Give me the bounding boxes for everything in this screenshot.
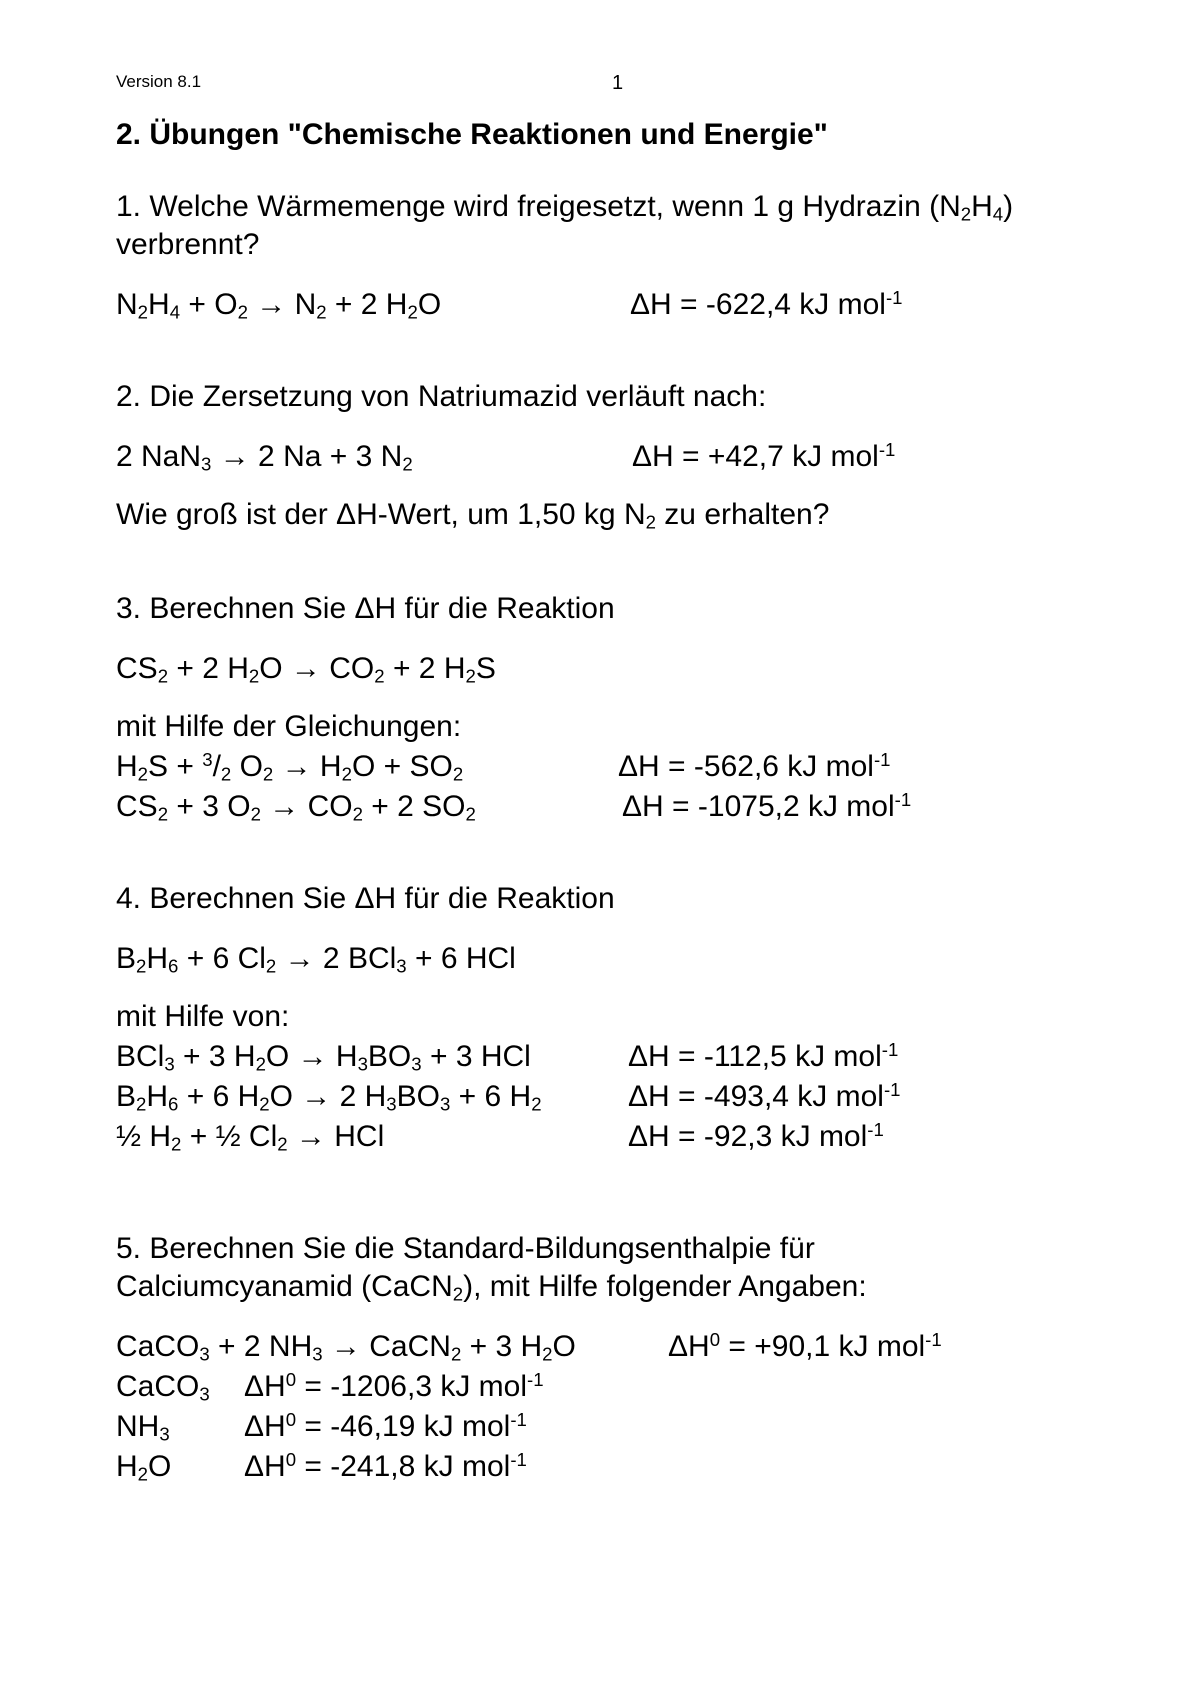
exercise-2-text: 2. Die Zersetzung von Natriumazid verläuft nach: (116, 380, 767, 413)
exercise-4-equation: $B_2H_6 + 6$ $Cl_2 \to 2$ BCl$_3$ + 6 HCl (116, 942, 516, 977)
formation-1-enthalpy: $\Delta H^0 = -1206,3$ kJ mol$^{-1}$ (244, 1368, 544, 1403)
exercise-2-enthalpy: ΔH = +42,7 kJ mol$^{-1}$ (632, 438, 896, 473)
exercise-3-helper-2-equation: $CS_2 + 3$ $O_2 \to CO_2 + 2$ $SO_2$ (116, 790, 476, 825)
exercise-4-helper-3-equation: ½ $H_2$ + ½ $Cl_2$ → HCl (116, 1120, 385, 1155)
exercise-4-helper-1-enthalpy: ΔH = -112,5 kJ mol$^{-1}$ (628, 1038, 899, 1073)
version-label: Version 8.1 (116, 72, 202, 91)
exercise-3-text: 3. Berechnen Sie ΔH für die Reaktion (116, 592, 615, 625)
page-title: 2. Übungen "Chemische Reaktionen und Energie" (116, 118, 828, 151)
exercise-2-question: Wie groß ist der ΔH-Wert, um 1,50 kg $N_2$ zu erhalten? (116, 498, 830, 533)
exercise-3-helper-1-enthalpy: ΔH = -562,6 kJ mol$^{-1}$ (618, 748, 891, 783)
formation-2-enthalpy: $\Delta H^0 = -46,19$ kJ mol$^{-1}$ (244, 1408, 527, 1443)
formation-2-compound: $NH_3$ (116, 1410, 170, 1445)
exercise-3-helper-1-equation: $H_2S + ^3/_2$ $O_2 \to H_2O + SO_2$ (116, 748, 464, 785)
exercise-2-equation: 2 NaN$_3$ → 2 Na + 3 $N_2$ (116, 440, 413, 475)
exercise-5-enthalpy: $\Delta H^0 = +90,1$ kJ mol$^{-1}$ (668, 1328, 942, 1363)
exercise-3-helper-2-enthalpy: ΔH = -1075,2 kJ mol$^{-1}$ (622, 788, 912, 823)
exercise-4-helper-2-equation: $B_2H_6 + 6$ $H_2O \to 2$ $H_3BO_3 + 6$ $H_2$ (116, 1080, 542, 1115)
exercise-1-enthalpy: ΔH = -622,4 kJ mol$^{-1}$ (630, 286, 903, 321)
exercise-5-equation: CaCO$_3$ + 2 $NH_3$ → CaCN$_2$ + 3 $H_2O$ (116, 1330, 576, 1365)
exercise-3-helper-intro: mit Hilfe der Gleichungen: (116, 710, 462, 743)
page-number: 1 (612, 72, 624, 94)
exercise-1-text-line-1: 1. Welche Wärmemenge wird freigesetzt, wenn 1 g Hydrazin $(N_2H_4)$ (116, 190, 1014, 225)
exercise-1-text-line-2: verbrennt? (116, 228, 260, 261)
exercise-1-equation: $N_2H_4 + O_2 \to N_2 + 2$ $H_2O$ (116, 288, 442, 323)
exercise-4-helper-2-enthalpy: ΔH = -493,4 kJ mol$^{-1}$ (628, 1078, 901, 1113)
exercise-4-helper-3-enthalpy: ΔH = -92,3 kJ mol$^{-1}$ (628, 1118, 884, 1153)
exercise-5-text-line-1: 5. Berechnen Sie die Standard-Bildungsenthalpie für (116, 1232, 815, 1265)
exercise-4-helper-intro: mit Hilfe von: (116, 1000, 290, 1033)
formation-3-compound: $H_2O$ (116, 1450, 172, 1485)
exercise-3-equation: $CS_2 + 2$ $H_2O \to CO_2 + 2$ $H_2S$ (116, 652, 496, 687)
formation-1-compound: CaCO$_3$ (116, 1370, 210, 1405)
formation-3-enthalpy: $\Delta H^0 = -241,8$ kJ mol$^{-1}$ (244, 1448, 527, 1483)
exercise-4-text: 4. Berechnen Sie ΔH für die Reaktion (116, 882, 615, 915)
exercise-5-text-line-2: Calciumcyanamid (CaCN$_2$), mit Hilfe folgender Angaben: (116, 1270, 867, 1305)
exercise-4-helper-1-equation: BCl$_3$ + 3 $H_2O \to H_3BO_3 + 3$ HCl (116, 1040, 531, 1075)
